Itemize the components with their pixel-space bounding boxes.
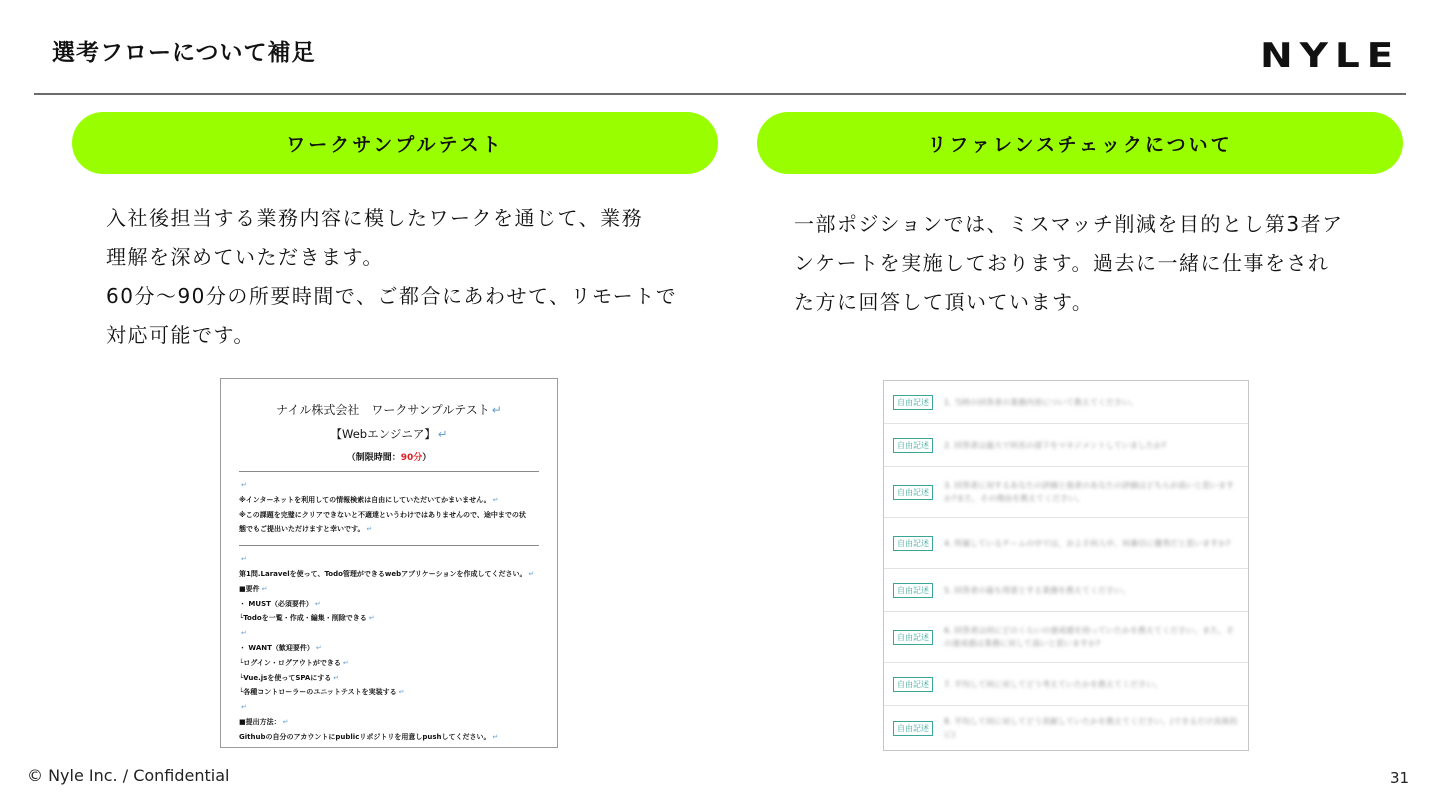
doc-task-line: Githubの自分のアカウントにpublicリポジトリを用意しpushしてください。 ↵ [239, 732, 499, 741]
doc-divider [239, 545, 539, 546]
doc-note: ※インターネットを利用しての情報検索は自由にしていただいてかまいません。 ↵ [239, 495, 499, 504]
free-text-badge: 自由記述 [893, 630, 933, 645]
doc-title: ナイル株式会社 ワークサンプルテスト ↵ [276, 403, 502, 417]
reference-check-heading: リファレンスチェックについて [757, 112, 1403, 174]
doc-task-line: ・ WANT（歓迎要件） ↵ [239, 643, 322, 652]
free-text-badge: 自由記述 [893, 677, 933, 692]
nyle-logo: NYLE [1260, 36, 1401, 76]
free-text-badge: 自由記述 [893, 536, 933, 551]
work-sample-description [106, 199, 706, 355]
work-sample-line: 理解を深めていただきます。 [106, 245, 384, 269]
doc-task-line: ↵ [241, 703, 247, 712]
doc-task-line: ■要件 ↵ [239, 584, 268, 593]
survey-row [884, 424, 1248, 467]
free-text-badge: 自由記述 [893, 583, 933, 598]
free-text-badge: 自由記述 [893, 395, 933, 410]
free-text-badge: 自由記述 [893, 438, 933, 453]
doc-task-line: ↵ [241, 629, 247, 638]
free-text-badge: 自由記述 [893, 721, 933, 736]
survey-question: 1. 当時の回答者の業務内容について教えてください。 [944, 397, 1139, 407]
survey-row [884, 706, 1248, 750]
doc-time-limit: （制限時間：90分） [346, 453, 432, 463]
doc-task-line: └ログイン・ログアウトができる ↵ [239, 658, 349, 667]
survey-row [884, 569, 1248, 612]
reference-check-description [794, 205, 1384, 322]
reference-check-line: 一部ポジションでは、ミスマッチ削減を目的とし第3者ア [794, 212, 1344, 236]
doc-task-line: ■提出方法： ↵ [239, 717, 289, 726]
page-number: 31 [1390, 769, 1410, 787]
survey-row [884, 518, 1248, 569]
survey-row [884, 612, 1248, 663]
work-sample-line: 対応可能です。 [106, 323, 255, 347]
survey-row [884, 467, 1248, 518]
doc-task-line: 第1問.Laravelを使って、Todo管理ができるwebアプリケーションを作成してください。 ↵ [239, 569, 535, 578]
doc-task-line: └各種コントローラーのユニットテストを実装する ↵ [239, 688, 405, 697]
survey-question: 3. 回答者に対するあなたの評価と他者のあなたの評価はどちらが高いと思いますか?また、その理由を教えてください。 [944, 481, 1235, 503]
survey-question: 4. 所属しているチームの中では、およそ何人中、何番目に優秀だと思いますか? [944, 538, 1231, 548]
work-sample-line: 入社後担当する業務内容に模したワークを通じて、業務 [106, 206, 644, 230]
doc-task-line: ・ MUST（必須要件） ↵ [239, 599, 321, 608]
work-sample-document-image [220, 378, 558, 748]
reference-check-line: た方に回答して頂いています。 [794, 290, 1094, 314]
doc-subtitle: 【Webエンジニア】 ↵ [330, 427, 448, 441]
doc-divider [239, 471, 539, 472]
reference-check-line: ンケートを実施しております。過去に一緒に仕事をされ [794, 251, 1330, 275]
work-sample-heading: ワークサンプルテスト [72, 112, 718, 174]
doc-line: ↵ [241, 481, 247, 489]
free-text-badge: 自由記述 [893, 485, 933, 500]
doc-task-line: └Todoを一覧・作成・編集・削除できる ↵ [239, 614, 375, 623]
header-divider [34, 93, 1406, 95]
survey-question: 7. 平均して何に対してどう考えていたかを教えてください。 [944, 679, 1163, 689]
survey-question: 6. 回答者は何にどのくらいの達成感を持っていたかを教えてください。また、その達成感は業務に対して高いと思いますか? [944, 626, 1235, 648]
work-sample-line: 60分～90分の所要時間で、ご都合にあわせて、リモートで [106, 284, 678, 308]
survey-question: 2. 回答者は最大で何名の部下をマネジメントしていましたか? [944, 440, 1167, 450]
survey-question: 8. 平均して何に対してどう貢献していたかを教えてください。(できるだけ具体的に) [944, 717, 1238, 739]
doc-note: ※この課題を完璧にクリアできないと不適達というわけではありませんので、途中までの状 [239, 510, 526, 519]
doc-note: 態でもご提出いただけますと幸いです。 ↵ [239, 525, 373, 534]
survey-row [884, 381, 1248, 424]
doc-task-line: └Vue.jsを使ってSPAにする ↵ [239, 673, 340, 682]
copyright-footer: © Nyle Inc. / Confidential [27, 766, 230, 785]
survey-question: 5. 回答者の最も得意とする業務を教えてください。 [944, 585, 1131, 595]
survey-row [884, 663, 1248, 706]
doc-line: ↵ [241, 555, 247, 564]
page-title: 選考フローについて補足 [52, 40, 316, 66]
reference-survey-image [883, 380, 1249, 751]
